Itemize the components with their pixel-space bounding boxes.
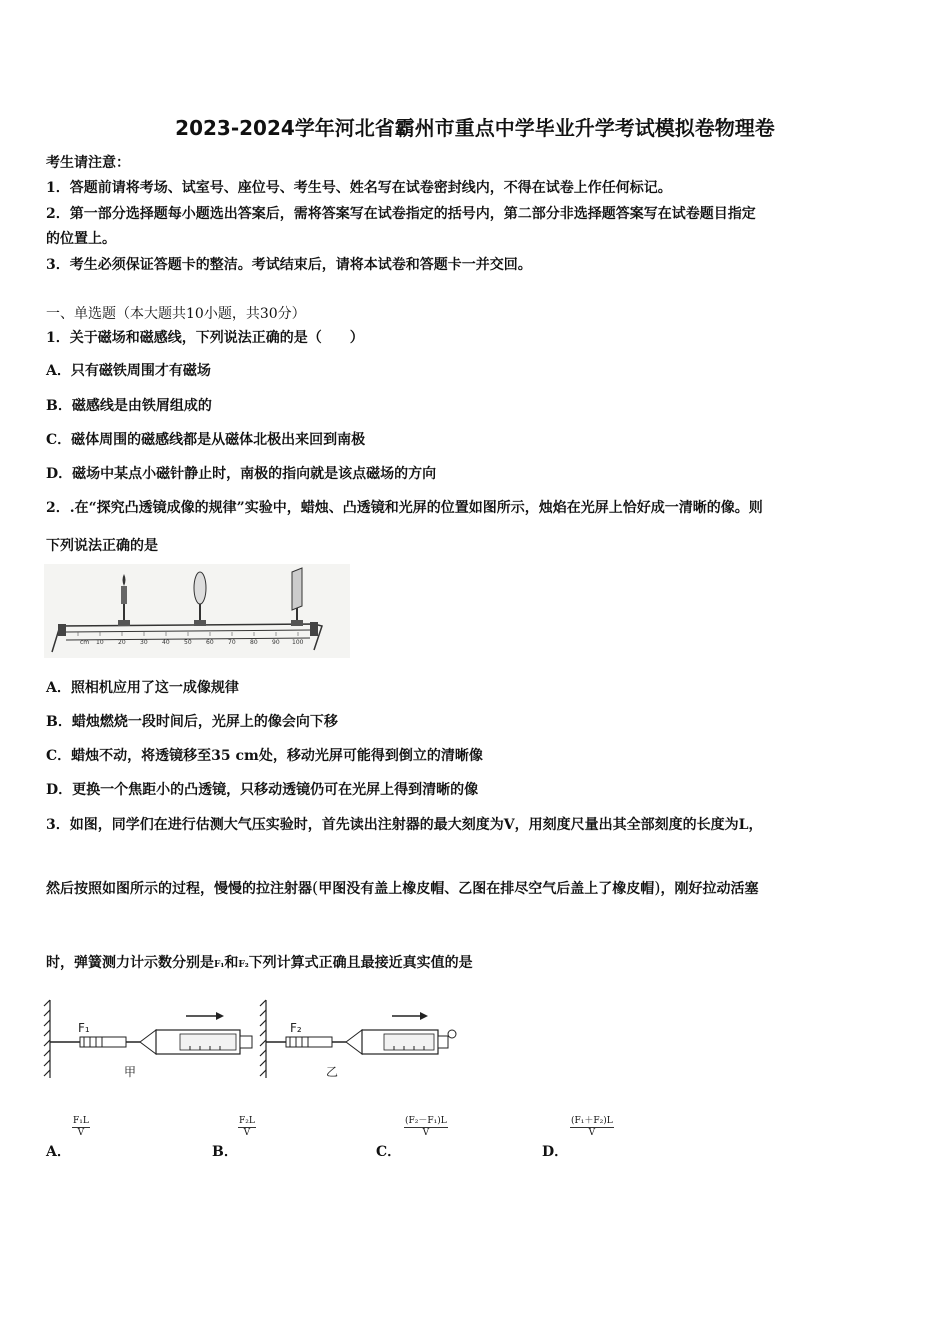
arrow-right-icon-left: [186, 1012, 224, 1020]
q3-stem-line1: 3．如图，同学们在进行估测大气压实验时，首先读出注射器的最大刻度为V，用刻度尺量出其全部刻度的长度为L，: [46, 817, 763, 833]
q3-stem-line2: [46, 878, 759, 898]
q2-stem-line2: 下列说法正确的是: [46, 538, 158, 554]
notice-item-2: 2．第一部分选择题每小题选出答案后，需将答案写在试卷指定的括号内，第二部分非选择题答案写在试卷题目指定: [46, 206, 756, 222]
page-title: 2023-2024学年河北省霸州市重点中学毕业升学考试模拟卷物理卷: [175, 116, 775, 140]
q3-option-c-den: V: [422, 1128, 430, 1138]
ruler-tick-10: 10: [96, 639, 104, 646]
ruler-tick-100: 100: [292, 639, 304, 646]
q3-option-d-formula: [570, 1116, 614, 1139]
ruler-tick-50: 50: [184, 639, 192, 646]
ruler-tick-40: 40: [162, 639, 170, 646]
ruler-tick-30: 30: [140, 639, 148, 646]
q3-f1-symbol: F₁: [214, 960, 225, 970]
notice-item-2-cont: 的位置上。: [46, 231, 116, 247]
syringe-figure: [40, 996, 460, 1082]
caption-jia: 甲: [124, 1065, 137, 1079]
q3-option-a-den: V: [77, 1128, 85, 1138]
wall-icon-right: [260, 1000, 266, 1078]
q3-option-b-num: F₂L: [239, 1116, 255, 1126]
q3-option-a-num: F₁L: [73, 1116, 89, 1126]
q2-option-a: A．照相机应用了这一成像规律: [46, 680, 239, 696]
q3-option-b-formula: [238, 1116, 256, 1139]
q1-stem: 1．关于磁场和磁感线，下列说法正确的是（ ）: [46, 330, 364, 346]
spring-scale-icon-left: [50, 1030, 156, 1054]
q3-stem-line2-a: 然后按照如图所示的过程，慢慢的拉注射器: [46, 881, 312, 897]
q1-option-c: C．磁体周围的磁感线都是从磁体北极出来回到南极: [46, 432, 366, 448]
q2-stem-line1: 2．.在“探究凸透镜成像的规律”实验中，蜡烛、凸透镜和光屏的位置如图所示，烛焰在光屏上恰好成一清晰的像。则: [46, 500, 763, 516]
notice-heading: 考生请注意：: [46, 155, 130, 171]
q3-f2-symbol: F₂: [238, 960, 249, 970]
q3-stem-line3-c: 下列计算式正确且最接近真实值的是: [248, 955, 473, 971]
ruler-tick-90: 90: [272, 639, 280, 646]
q2-option-c: C．蜡烛不动，将透镜移至35 cm处，移动光屏可能得到倒立的清晰像: [46, 748, 483, 764]
ruler-tick-cm: cm: [80, 639, 90, 646]
q3-stem-line2-b: 甲图没有盖上橡皮帽、乙图在排尽空气后盖上了橡皮帽: [318, 881, 655, 897]
caption-yi: 乙: [326, 1065, 339, 1079]
spring-scale-icon-right: [266, 1030, 362, 1054]
wall-icon-left: [44, 1000, 50, 1078]
q3-option-b-label: B．: [212, 1144, 238, 1160]
q3-option-c-num: (F₂－F₁)L: [405, 1116, 447, 1126]
q3-option-d-den: V: [588, 1128, 596, 1138]
q3-option-c-label: C．: [376, 1144, 402, 1160]
notice-item-1: 1．答题前请将考场、试室号、座位号、考生号、姓名写在试卷密封线内，不得在试卷上作任何标记。: [46, 180, 672, 196]
close-paren: ): [654, 878, 661, 897]
notice-item-3: 3．考生必须保证答题卡的整洁。考试结束后，请将本试卷和答题卡一并交回。: [46, 257, 532, 273]
q3-option-a-formula: [72, 1116, 90, 1139]
q3-stem-line3: [46, 952, 473, 972]
syringe-icon-left: [156, 1030, 252, 1054]
q2-option-d: D．更换一个焦距小的凸透镜，只移动透镜仍可在光屏上得到清晰的像: [46, 782, 479, 798]
ruler-tick-80: 80: [250, 639, 258, 646]
q3-stem-line3-a: 时，弹簧测力计示数分别是: [46, 955, 214, 971]
section-heading: 一、单选题（本大题共10小题，共30分）: [46, 306, 306, 322]
optical-bench-figure: [44, 564, 350, 658]
ruler-tick-70: 70: [228, 639, 236, 646]
q2-option-b: B．蜡烛燃烧一段时间后，光屏上的像会向下移: [46, 714, 338, 730]
q3-option-b-den: V: [243, 1128, 251, 1138]
syringe-icon-right: [362, 1030, 456, 1054]
q3-option-d-num: (F₁＋F₂)L: [571, 1116, 613, 1126]
force-label-f1: F₁: [78, 1021, 90, 1035]
ruler-tick-60: 60: [206, 639, 214, 646]
force-label-f2: F₂: [290, 1021, 302, 1035]
q1-option-b: B．磁感线是由铁屑组成的: [46, 398, 212, 414]
ruler-tick-20: 20: [118, 639, 126, 646]
arrow-right-icon-right: [392, 1012, 428, 1020]
q3-option-c-formula: [404, 1116, 448, 1139]
q3-stem-line3-b: 和: [224, 955, 239, 971]
open-paren: (: [312, 878, 319, 897]
q1-option-d: D．磁场中某点小磁针静止时，南极的指向就是该点磁场的方向: [46, 466, 437, 482]
q3-option-d-label: D．: [542, 1144, 569, 1160]
q1-option-a: A．只有磁铁周围才有磁场: [46, 363, 211, 379]
q3-option-a-label: A．: [46, 1144, 71, 1160]
q3-stem-line2-c: ，刚好拉动活塞: [660, 881, 759, 897]
